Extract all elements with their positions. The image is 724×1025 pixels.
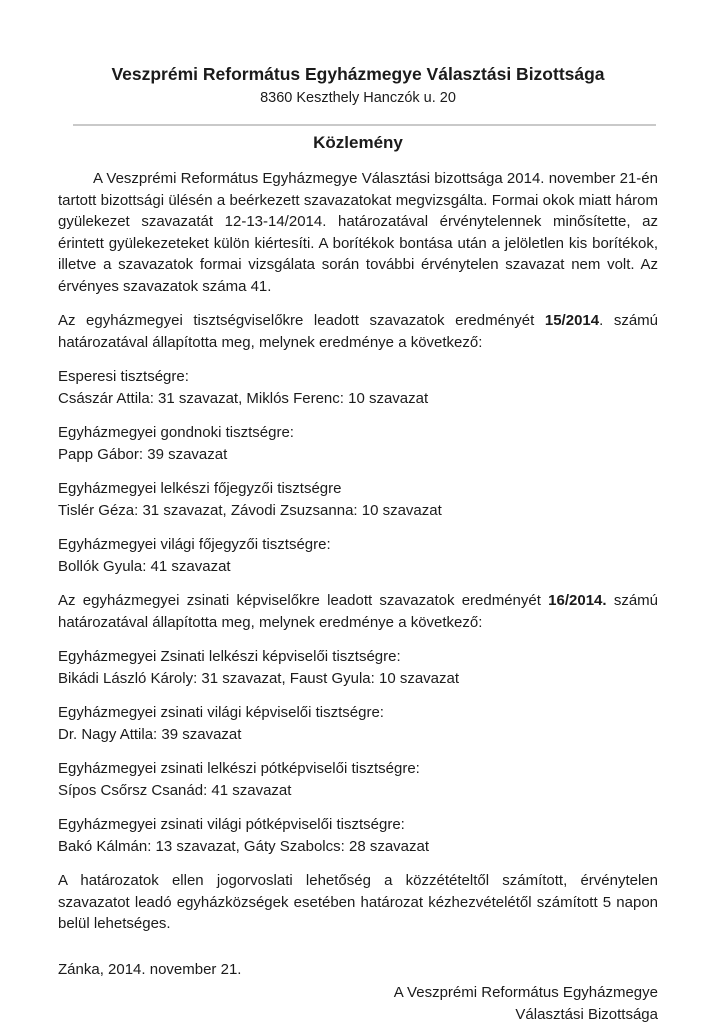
appeal-paragraph: A határozatok ellen jogorvoslati lehetőség a közzétételtől számított, érvénytelen szavazatot leadó egyházközségek esetében határozat kézhezvételétől számított 5 napon belül lehetséges.	[58, 870, 658, 935]
resolution-15-number: 15/2014	[545, 312, 599, 329]
section-label: Egyházmegyei Zsinati lelkészi képviselői tisztségre:	[58, 646, 658, 668]
section-zsinati-lelkeszi	[58, 646, 658, 689]
section-result: Bikádi László Károly: 31 szavazat, Faust Gyula: 10 szavazat	[58, 668, 658, 690]
section-label: Egyházmegyei zsinati világi képviselői tisztségre:	[58, 702, 658, 724]
section-label: Egyházmegyei világi főjegyzői tisztségre:	[58, 534, 658, 556]
signature-line-1: A Veszprémi Református Egyházmegye	[58, 982, 658, 1004]
resolution-15-paragraph	[58, 310, 658, 353]
section-zsinati-vilagi-pot	[58, 814, 658, 857]
section-result: Tislér Géza: 31 szavazat, Závodi Zsuzsanna: 10 szavazat	[58, 500, 658, 522]
section-result: Sípos Csőrsz Csanád: 41 szavazat	[58, 780, 658, 802]
resolution-16-paragraph	[58, 590, 658, 633]
section-result: Bakó Kálmán: 13 szavazat, Gáty Szabolcs: 28 szavazat	[58, 836, 658, 858]
section-gondnok	[58, 422, 658, 465]
header-divider	[73, 124, 656, 126]
resolution-15-post: . számú határozatával állapította meg, melynek eredménye a következő:	[58, 312, 658, 351]
signature-line-2: Választási Bizottsága	[58, 1004, 658, 1025]
section-result: Császár Attila: 31 szavazat, Miklós Ferenc: 10 szavazat	[58, 388, 658, 410]
section-label: Egyházmegyei zsinati lelkészi pótképviselői tisztségre:	[58, 758, 658, 780]
section-label: Egyházmegyei lelkészi főjegyzői tisztségre	[58, 478, 658, 500]
section-result: Dr. Nagy Attila: 39 szavazat	[58, 724, 658, 746]
section-result: Papp Gábor: 39 szavazat	[58, 444, 658, 466]
document-title: Veszprémi Református Egyházmegye Választási Bizottsága	[58, 62, 658, 86]
section-result: Bollók Gyula: 41 szavazat	[58, 556, 658, 578]
document-header	[58, 62, 658, 108]
section-esperesi	[58, 366, 658, 409]
section-zsinati-vilagi	[58, 702, 658, 745]
resolution-16-number: 16/2014.	[548, 592, 606, 609]
document-address: 8360 Keszthely Hanczók u. 20	[58, 88, 658, 108]
resolution-16-pre: Az egyházmegyei zsinati képviselőkre leadott szavazatok eredményét	[58, 592, 548, 609]
section-label: Egyházmegyei zsinati világi pótképviselői tisztségre:	[58, 814, 658, 836]
section-label: Esperesi tisztségre:	[58, 366, 658, 388]
resolution-16-post: számú határozatával állapította meg, melynek eredménye a következő:	[58, 592, 658, 631]
date-line: Zánka, 2014. november 21.	[58, 959, 658, 981]
section-lelkeszi-fojegyzo	[58, 478, 658, 521]
resolution-15-pre: Az egyházmegyei tisztségviselőkre leadott szavazatok eredményét	[58, 312, 545, 329]
signature-block	[58, 982, 658, 1025]
section-vilagi-fojegyzo	[58, 534, 658, 577]
section-label: Egyházmegyei gondnoki tisztségre:	[58, 422, 658, 444]
document-heading: Közlemény	[58, 132, 658, 154]
intro-paragraph: A Veszprémi Református Egyházmegye Választási bizottsága 2014. november 21-én tartott bizottsági ülésén a beérkezett szavazatokat megvizsgálta. Formai okok miatt három gyülekezet szavazatát 12-13-14/2014. határozatával érvénytelennek minősítette, az érintett gyülekezeteket külön kiértesíti. A borítékok bontása után a jelöletlen kis borítékok, illetve a szavazatok formai vizsgálata során további érvénytelen szavazat nem volt. Az érvényes szavazatok száma 41.	[58, 168, 658, 297]
section-zsinati-lelkeszi-pot	[58, 758, 658, 801]
